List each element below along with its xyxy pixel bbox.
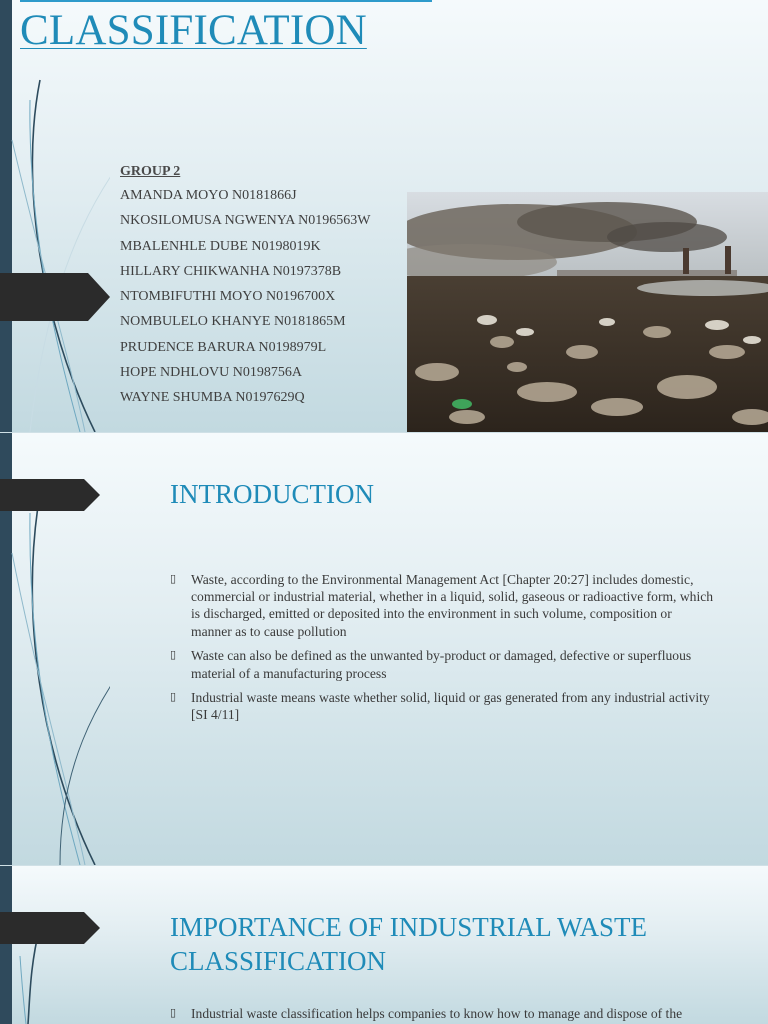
list-item: HILLARY CHIKWANHA N0197378B <box>120 263 342 279</box>
bullet-marker-icon: ▯ <box>170 691 177 704</box>
left-accent-bar <box>0 866 12 1024</box>
decorative-curves <box>0 0 110 432</box>
title-slide <box>0 0 768 432</box>
chevron-arrow-icon <box>0 273 100 305</box>
importance-slide <box>0 866 768 1024</box>
list-item: NOMBULELO KHANYE N0181865M <box>120 314 346 330</box>
decorative-curves <box>0 866 110 1024</box>
list-item: MBALENHLE DUBE N0198019K <box>120 238 321 254</box>
list-item: PRUDENCE BARURA N0198979L <box>120 339 327 355</box>
industrial-waste-photo <box>407 192 768 432</box>
bullet-list <box>170 1005 730 1024</box>
list-item: NKOSILOMUSA NGWENYA N0196563W <box>120 213 371 229</box>
slide-title: IMPORTANCE OF INDUSTRIAL WASTE CLASSIFICATION <box>170 912 647 976</box>
bullet-marker-icon: ▯ <box>170 1007 177 1019</box>
member-list <box>120 186 370 414</box>
bullet-marker-icon: ▯ <box>170 649 177 662</box>
list-item: NTOMBIFUTHI MOYO N0196700X <box>120 289 336 305</box>
list-item: ▯ Industrial waste classification helps companies to know how to manage and dispose of the <box>170 1006 683 1021</box>
bullet-list <box>170 571 715 731</box>
list-item: HOPE NDHLOVU N0198756A <box>120 365 302 381</box>
list-item: AMANDA MOYO N0181866J <box>120 188 297 203</box>
list-item: ▯ Waste, according to the Environmental Management Act [Chapter 20:27] includes domestic, commercial or industrial material, whether in a liquid, solid, gaseous or radioactive form, which is discharged, emitted or deposited into the environment in such volume, composition or manner as to cause pollution <box>170 572 714 639</box>
bullet-marker-icon: ▯ <box>170 573 177 585</box>
list-item: ▯ Industrial waste means waste whether solid, liquid or gas generated from any industrial activity [SI 4/11] <box>170 690 710 723</box>
title-top-rule <box>20 0 432 2</box>
list-item: WAYNE SHUMBA N0197629Q <box>120 390 305 406</box>
group-label: GROUP 2 <box>120 164 181 179</box>
slide-title: INTRODUCTION <box>170 479 374 509</box>
list-item: ▯ Waste can also be defined as the unwanted by-product or damaged, defective or superfluous material of a manufacturing process <box>170 648 692 681</box>
chevron-arrow-icon <box>0 912 100 944</box>
slide-title: CLASSIFICATION <box>20 7 367 54</box>
left-accent-bar <box>0 0 12 432</box>
chevron-arrow-icon <box>0 479 100 511</box>
introduction-slide <box>0 433 768 865</box>
